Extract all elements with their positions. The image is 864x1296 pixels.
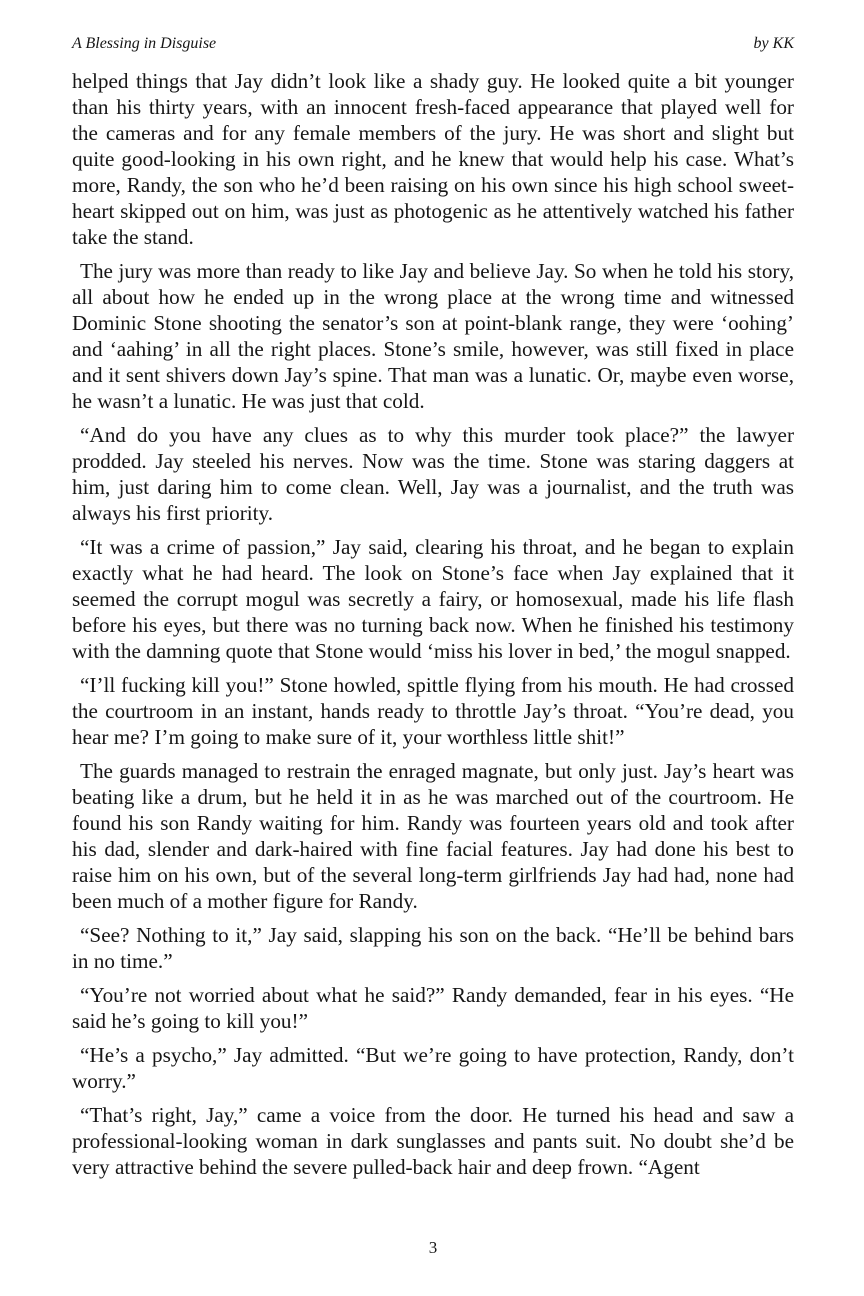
paragraph-8: “You’re not worried about what he said?” Randy demanded, fear in his eyes. “He said he’s going to kill you!” xyxy=(72,983,794,1033)
paragraph-10: “That’s right, Jay,” came a voice from the door. He turned his head and saw a professional-looking woman in dark sunglasses and pants suit. No doubt she’d be very attractive behind the severe pulled-back hair and deep frown. “Agent xyxy=(72,1103,794,1179)
paragraph-7: “See? Nothing to it,” Jay said, slapping his son on the back. “He’ll be behind bars in no time.” xyxy=(72,923,794,973)
book-page xyxy=(72,0,794,1296)
paragraph-4: “It was a crime of passion,” Jay said, clearing his throat, and he began to explain exactly what he had heard. The look on Stone’s face when Jay explained that it seemed the corrupt mogul was secretly a fairy, or homosexual, made his life flash before his eyes, but there was no turning back now. When he finished his testimony with the damning quote that Stone would ‘miss his lover in bed,’ the mogul snapped. xyxy=(72,535,794,663)
paragraph-1: helped things that Jay didn’t look like a shady guy. He looked quite a bit younger than his thirty years, with an innocent fresh-faced appearance that played well for the cameras and for any female members of the jury. He was short and slight but quite good-looking in his own right, and he knew that would help his case. What’s more, Randy, the son who he’d been raising on his own since his high school sweet-heart skipped out on him, was just as photogenic as he attentively watched his father take the stand. xyxy=(72,69,794,249)
body-text xyxy=(72,68,794,1188)
paragraph-9: “He’s a psycho,” Jay admitted. “But we’re going to have protection, Randy, don’t worry.” xyxy=(72,1043,794,1093)
paragraph-3: “And do you have any clues as to why this murder took place?” the lawyer prodded. Jay steeled his nerves. Now was the time. Stone was staring daggers at him, just daring him to come clean. Well, Jay was a journalist, and the truth was always his first priority. xyxy=(72,423,794,525)
author-credit: by KK xyxy=(753,35,794,52)
paragraph-2: The jury was more than ready to like Jay and believe Jay. So when he told his story, all about how he ended up in the wrong place at the wrong time and witnessed Dominic Stone shooting the senator’s son at point-blank range, they were ‘oohing’ and ‘aahing’ in all the right places. Stone’s smile, however, was still fixed in place and it sent shivers down Jay’s spine. That man was a lunatic. Or, maybe even worse, he wasn’t a lunatic. He was just that cold. xyxy=(72,259,794,413)
paragraph-6: The guards managed to restrain the enraged magnate, but only just. Jay’s heart was beating like a drum, but he held it in as he was marched out of the courtroom. He found his son Randy waiting for him. Randy was fourteen years old and took after his dad, slender and dark-haired with fine facial features. Jay had done his best to raise him on his own, but of the several long-term girlfriends Jay had had, none had been much of a mother figure for Randy. xyxy=(72,759,794,913)
book-title: A Blessing in Disguise xyxy=(72,35,217,52)
paragraph-5: “I’ll fucking kill you!” Stone howled, spittle flying from his mouth. He had crossed the courtroom in an instant, hands ready to throttle Jay’s throat. “You’re dead, you hear me? I’m going to make sure of it, your worthless little shit!” xyxy=(72,673,794,749)
page-number: 3 xyxy=(428,1238,438,1257)
